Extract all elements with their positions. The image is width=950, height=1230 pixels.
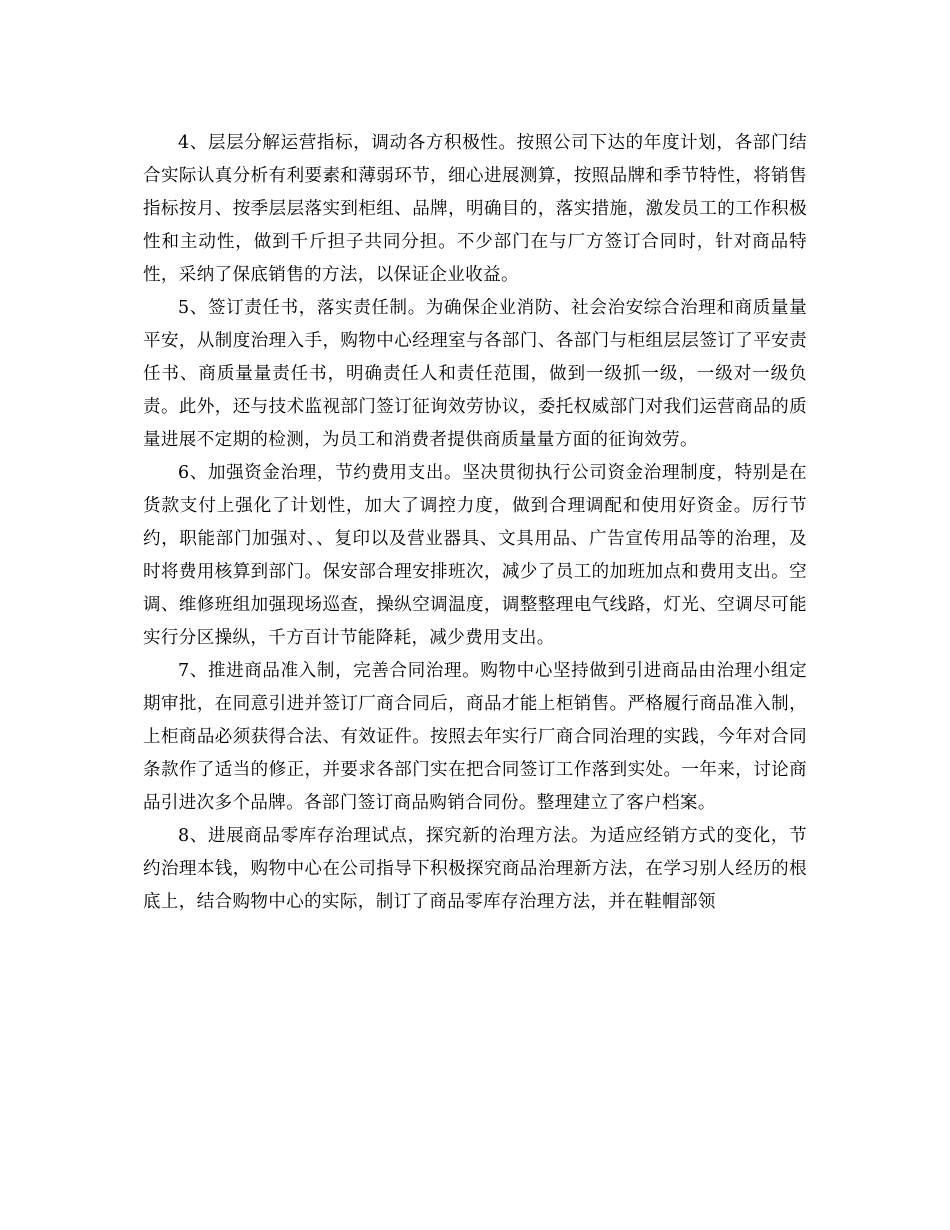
paragraph-5: 5、签订责任书，落实责任制。为确保企业消防、社会治安综合治理和商质量量平安，从制度治理入手，购物中心经理室与各部门、各部门与柜组层层签订了平安责任书、商质量量责任书，明确责任人和责任范围，做到一级抓一级，一级对一级负责。此外，还与技术监视部门签订征询效劳协议，委托权威部门对我们运营商品的质量进展不定期的检测，为员工和消费者提供商质量量方面的征询效劳。 bbox=[143, 298, 807, 450]
paragraph-6: 6、加强资金治理，节约费用支出。坚决贯彻执行公司资金治理制度，特别是在货款支付上强化了计划性，加大了调控力度，做到合理调配和使用好资金。厉行节约，职能部门加强对、、复印以及营业器具、文具用品、广告宣传用品等的治理，及时将费用核算到部门。保安部合理安排班次，减少了员工的加班加点和费用支出。空调、维修班组加强现场巡查，操纵空调温度，调整整理电气线路，灯光、空调尽可能实行分区操纵，千方百计节能降耗，减少费用支出。 bbox=[143, 463, 807, 648]
paragraph-7: 7、推进商品准入制，完善合同治理。购物中心坚持做到引进商品由治理小组定期审批，在同意引进并签订厂商合同后，商品才能上柜销售。严格履行商品准入制，上柜商品必须获得合法、有效证件。按照去年实行厂商合同治理的实践，今年对合同条款作了适当的修正，并要求各部门实在把合同签订工作落到实处。一年来，讨论商品引进次多个品牌。各部门签订商品购销合同份。整理建立了客户档案。 bbox=[143, 661, 807, 813]
document-body bbox=[143, 127, 807, 919]
paragraph-4: 4、层层分解运营指标，调动各方积极性。按照公司下达的年度计划，各部门结合实际认真分析有利要素和薄弱环节，细心进展测算，按照品牌和季节特性，将销售指标按月、按季层层落实到柜组、品牌，明确目的，落实措施，激发员工的工作积极性和主动性，做到千斤担子共同分担。不少部门在与厂方签订合同时，针对商品特性，采纳了保底销售的方法，以保证企业收益。 bbox=[143, 133, 807, 285]
paragraph-8: 8、进展商品零库存治理试点，探究新的治理方法。为适应经销方式的变化，节约治理本钱，购物中心在公司指导下积极探究商品治理新方法，在学习别人经历的根底上，结合购物中心的实际，制订了商品零库存治理方法，并在鞋帽部领 bbox=[143, 826, 807, 912]
